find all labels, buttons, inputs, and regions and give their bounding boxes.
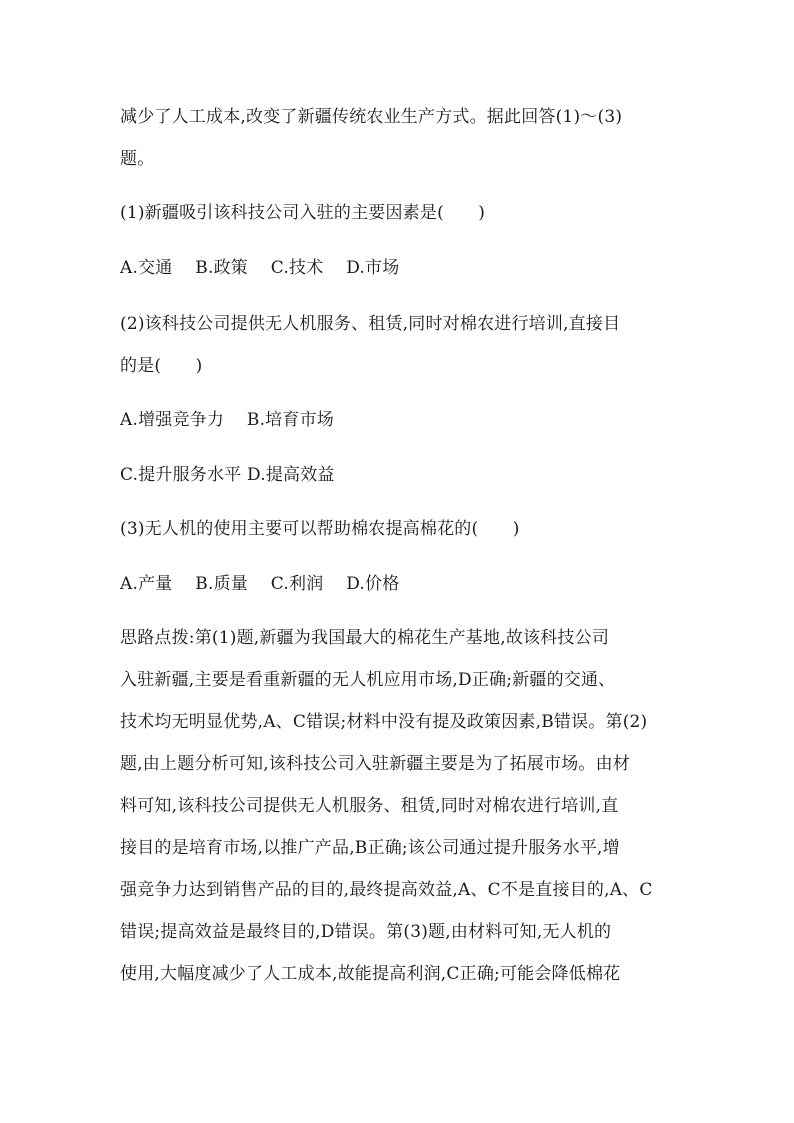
question-2-stem-line-1: (2)该科技公司提供无人机服务、租赁,同时对棉农进行培训,直接目 — [120, 314, 621, 334]
question-2-stem-line-2: 的是( ) — [120, 356, 203, 376]
analysis-line: 强竞争力达到销售产品的目的,最终提高效益,A、C不是直接目的,A、C — [120, 880, 653, 900]
analysis-line: 题,由上题分析可知,该科技公司入驻新疆主要是为了拓展市场。由材 — [120, 754, 631, 774]
analysis-line: 技术均无明显优势,A、C错误;材料中没有提及政策因素,B错误。第(2) — [120, 712, 648, 732]
analysis-line: 思路点拨:第(1)题,新疆为我国最大的棉花生产基地,故该科技公司 — [120, 628, 610, 648]
analysis-line: 入驻新疆,主要是看重新疆的无人机应用市场,D正确;新疆的交通、 — [120, 670, 616, 690]
question-2-options-line-1: A.增强竞争力 B.培育市场 — [120, 410, 334, 430]
analysis-line: 错误;提高效益是最终目的,D错误。第(3)题,由材料可知,无人机的 — [120, 922, 612, 942]
question-2-options-line-2: C.提升服务水平 D.提高效益 — [120, 465, 335, 485]
question-1-options: A.交通 B.政策 C.技术 D.市场 — [120, 258, 400, 278]
analysis-line: 料可知,该科技公司提供无人机服务、租赁,同时对棉农进行培训,直 — [120, 796, 619, 816]
intro-line-1: 减少了人工成本,改变了新疆传统农业生产方式。据此回答(1)～(3) — [120, 107, 623, 127]
analysis-line: 接目的是培育市场,以推广产品,B正确;该公司通过提升服务水平,增 — [120, 838, 620, 858]
question-1-stem: (1)新疆吸引该科技公司入驻的主要因素是( ) — [120, 203, 486, 223]
intro-line-2: 题。 — [120, 149, 155, 169]
question-3-stem: (3)无人机的使用主要可以帮助棉农提高棉花的( ) — [120, 519, 520, 539]
question-3-options: A.产量 B.质量 C.利润 D.价格 — [120, 574, 400, 594]
analysis-line: 使用,大幅度减少了人工成本,故能提高利润,C正确;可能会降低棉花 — [120, 964, 621, 984]
